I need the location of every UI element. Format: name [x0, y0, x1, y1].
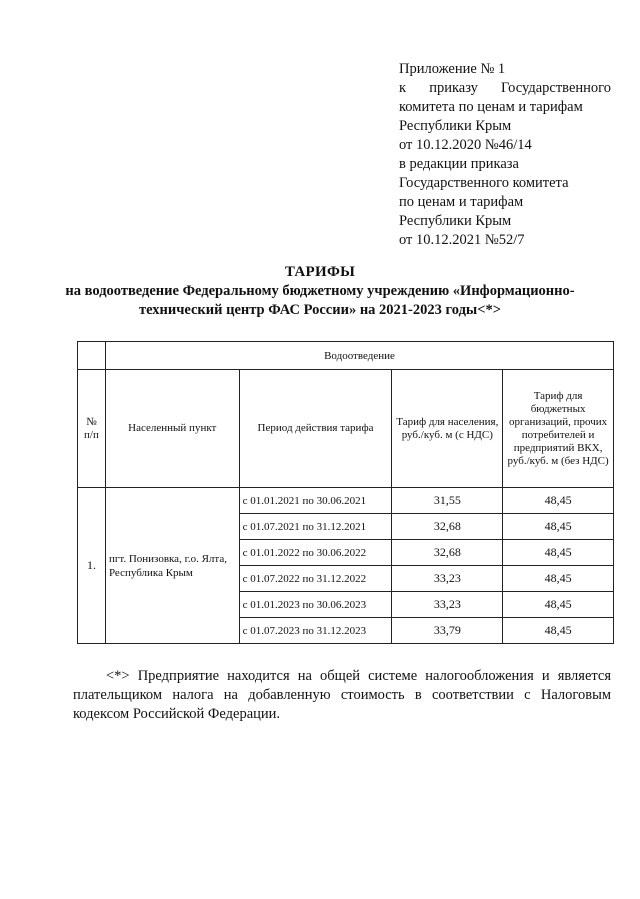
appendix-line: Республики Крым	[399, 118, 512, 134]
budget-tariff-cell: 48,45	[503, 540, 614, 566]
header-index: № п/п	[78, 370, 106, 488]
table-group-header-row	[78, 342, 614, 370]
population-tariff-cell: 31,55	[392, 488, 503, 514]
period-cell: с 01.01.2021 по 30.06.2021	[239, 488, 392, 514]
appendix-line: по ценам и тарифам	[399, 194, 524, 210]
place-cell: пгт. Понизовка, г.о. Ялта, Республика Крым	[105, 488, 239, 644]
table-header-row	[78, 370, 614, 488]
population-tariff-cell: 33,23	[392, 566, 503, 592]
subtitle-line-1: на водоотведение Федеральному бюджетному учреждению «Информационно-	[65, 283, 575, 299]
budget-tariff-cell: 48,45	[503, 592, 614, 618]
appendix-block	[399, 60, 611, 250]
population-tariff-cell: 33,79	[392, 618, 503, 644]
subtitle-line-2: технический центр ФАС России» на 2021-2023 годы<*>	[138, 302, 502, 318]
period-cell: с 01.07.2022 по 31.12.2022	[239, 566, 392, 592]
budget-tariff-cell: 48,45	[503, 488, 614, 514]
period-cell: с 01.01.2022 по 30.06.2022	[239, 540, 392, 566]
appendix-line: Республики Крым	[399, 213, 512, 229]
period-cell: с 01.01.2023 по 30.06.2023	[239, 592, 392, 618]
budget-tariff-cell: 48,45	[503, 566, 614, 592]
population-tariff-cell: 33,23	[392, 592, 503, 618]
footnote: <*> Предприятие находится на общей системе налогообложения и является плательщиком налога на добавленную стоимость в соответствии с Налоговым кодексом Российской Федерации.	[73, 668, 611, 722]
header-period: Период действия тарифа	[239, 370, 392, 488]
empty-corner-cell	[78, 342, 106, 370]
tariff-table	[77, 341, 614, 644]
group-header-cell: Водоотведение	[105, 342, 613, 370]
document-title: ТАРИФЫ	[284, 264, 356, 280]
population-tariff-cell: 32,68	[392, 514, 503, 540]
population-tariff-cell: 32,68	[392, 540, 503, 566]
row-index-cell: 1.	[78, 488, 106, 644]
header-population-tariff: Тариф для населения, руб./куб. м (с НДС)	[392, 370, 503, 488]
appendix-line: комитета по ценам и тарифам	[399, 99, 583, 115]
table-row	[78, 488, 614, 514]
header-place: Населенный пункт	[105, 370, 239, 488]
appendix-line: Приложение № 1	[399, 61, 506, 77]
document-subtitle	[40, 282, 600, 320]
appendix-line: к приказу Государственного	[399, 80, 611, 96]
budget-tariff-cell: 48,45	[503, 514, 614, 540]
period-cell: с 01.07.2023 по 31.12.2023	[239, 618, 392, 644]
appendix-line: в редакции приказа	[399, 156, 519, 172]
appendix-line: от 10.12.2020 №46/14	[399, 137, 532, 153]
header-budget-tariff: Тариф для бюджетных организаций, прочих потребителей и предприятий ВКХ, руб./куб. м (без НДС)	[503, 370, 614, 488]
appendix-line: от 10.12.2021 №52/7	[399, 232, 525, 248]
appendix-line: Государственного комитета	[399, 175, 569, 191]
period-cell: с 01.07.2021 по 31.12.2021	[239, 514, 392, 540]
budget-tariff-cell: 48,45	[503, 618, 614, 644]
